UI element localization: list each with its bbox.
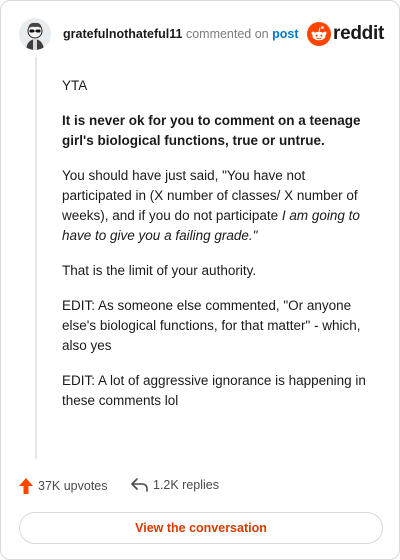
commented-on-text: commented on: [185, 27, 269, 41]
view-conversation-button[interactable]: View the conversation: [19, 512, 383, 544]
avatar-icon: [19, 18, 51, 50]
reddit-snoo-icon: [307, 22, 331, 46]
upvote-stat[interactable]: [19, 478, 108, 494]
reply-count: 1.2K replies: [153, 478, 220, 492]
reddit-wordmark: reddit: [333, 23, 384, 44]
comment-paragraph: EDIT: As someone else commented, "Or anyone else's biological functions, for that matter" - which, also yes: [62, 298, 361, 353]
reply-stat[interactable]: [131, 478, 219, 492]
user-avatar[interactable]: [19, 18, 51, 50]
comment-paragraph: EDIT: A lot of aggressive ignorance is happening in these comments lol: [62, 373, 366, 408]
comment-body: [62, 76, 367, 426]
comment-paragraph-bold: It is never ok for you to comment on a teenage girl's biological functions, true or untrue.: [62, 113, 361, 148]
comment-text-italic: I am going to have to give you a failing grade.": [62, 208, 360, 243]
comment-paragraph: That is the limit of your authority.: [62, 263, 257, 278]
reply-arrow-icon: [131, 478, 148, 492]
comment-header: [19, 18, 384, 50]
reddit-logo[interactable]: [307, 21, 384, 47]
comment-text: You should have just said, "You have not participated in (X number of classes/ X number of weeks), and if you do not participate: [62, 168, 358, 223]
comment-paragraph: [62, 166, 367, 246]
comment-paragraph: YTA: [62, 78, 88, 93]
arrow-up-icon: [19, 478, 33, 494]
post-link[interactable]: post: [272, 27, 299, 41]
username-link[interactable]: gratefulnothateful11: [63, 27, 183, 41]
upvote-count: 37K upvotes: [38, 479, 108, 493]
thread-line: [35, 57, 37, 459]
comment-meta: [63, 27, 299, 41]
